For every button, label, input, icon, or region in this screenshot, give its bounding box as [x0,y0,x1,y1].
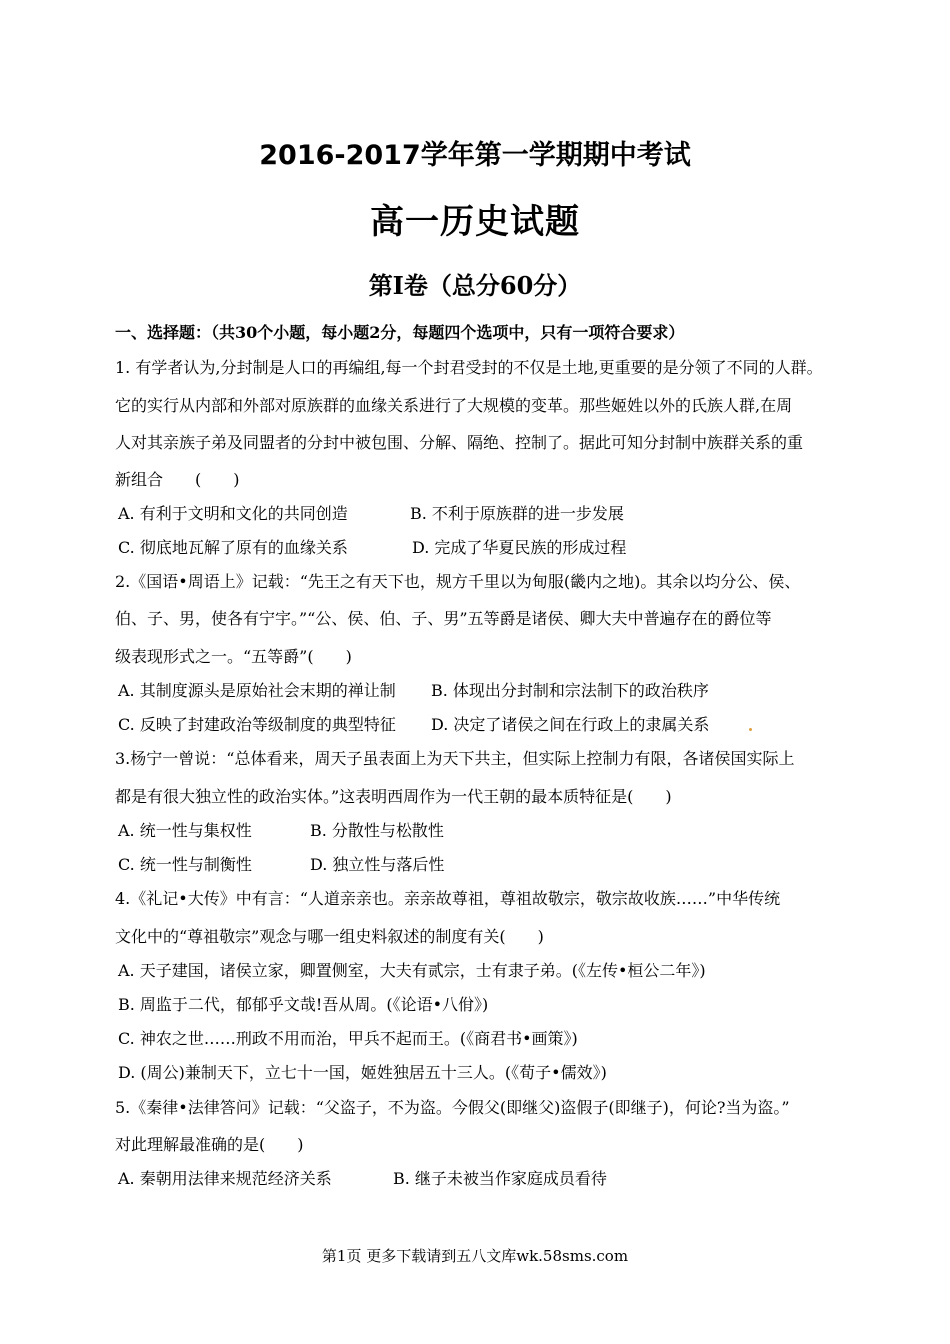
question-5-option-a: A. 秦朝用法律来规范经济关系 [118,1169,332,1188]
question-1-option-a: A. 有利于文明和文化的共同创造 [118,504,348,523]
question-1-line-1: 1. 有学者认为,分封制是人口的再编组,每一个封君受封的不仅是土地,更重要的是分领了不同的人群。 [115,358,823,377]
question-2-line-1: 2.《国语•周语上》记载：“先王之有天下也，规方千里以为甸服(畿内之地)。其余以均分公、侯、 [115,572,801,591]
question-2-option-b: B. 体现出分封制和宗法制下的政治秩序 [431,681,709,700]
question-2-option-d: D. 决定了诸侯之间在行政上的隶属关系 [431,715,710,734]
question-3-line-1: 3.杨宁一曾说：“总体看来，周天子虽表面上为天下共主，但实际上控制力有限，各诸侯国实际上 [115,749,795,768]
subject-title: 高一历史试题 [370,202,580,242]
question-2-option-a: A. 其制度源头是原始社会末期的禅让制 [118,681,396,700]
question-5-line-2: 对此理解最准确的是( ) [115,1135,304,1154]
question-2-option-c: C. 反映了封建政治等级制度的典型特征 [118,715,396,734]
question-3-option-b: B. 分散性与松散性 [310,821,444,840]
question-3-line-2: 都是有很大独立性的政治实体。”这表明西周作为一代王朝的最本质特征是( ) [115,787,672,806]
question-5-line-1: 5.《秦律•法律答问》记载：“父盗子，不为盗。今假父(即继父)盗假子(即继子)，何论?当为盗。” [115,1098,790,1117]
question-4-option-d: D. (周公)兼制天下，立七十一国，姬姓独居五十三人。(《荀子•儒效》) [118,1063,607,1082]
question-4-option-a: A. 天子建国，诸侯立家，卿置侧室，大夫有贰宗，士有隶子弟。(《左传•桓公二年》) [118,961,706,980]
question-3-option-c: C. 统一性与制衡性 [118,855,252,874]
section-instruction: （共30个小题，每小题2分，每题四个选项中，只有一项符合要求） [211,323,685,342]
question-4-line-1: 4.《礼记•大传》中有言：“人道亲亲也。亲亲故尊祖，尊祖故敬宗，敬宗故收族……”中华传统 [115,889,781,908]
question-5-option-b: B. 继子未被当作家庭成员看待 [393,1169,607,1188]
question-4-option-c: C. 神农之世……刑政不用而治，甲兵不起而王。(《商君书•画策》) [118,1029,578,1048]
question-1-line-2: 它的实行从内部和外部对原族群的血缘关系进行了大规模的变革。那些姬姓以外的氏族人群,在周 [115,396,793,415]
question-4-option-b: B. 周监于二代，郁郁乎文哉!吾从周。(《论语•八佾》) [118,995,489,1014]
question-2-line-3: 级表现形式之一。“五等爵”( ) [115,647,352,666]
question-3-option-d: D. 独立性与落后性 [310,855,445,874]
exam-title: 2016-2017学年第一学期期中考试 [259,140,691,171]
stray-dot-mark [749,728,752,731]
question-2-line-2: 伯、子、男，使各有宁宇。”“公、侯、伯、子、男”五等爵是诸侯、卿大夫中普遍存在的爵位等 [115,609,772,628]
question-4-line-2: 文化中的“尊祖敬宗”观念与哪一组史料叙述的制度有关( ) [115,927,544,946]
section-heading: 一、选择题： [115,323,212,342]
question-1-line-3: 人对其亲族子弟及同盟者的分封中被包围、分解、隔绝、控制了。据此可知分封制中族群关系的重 [115,433,804,452]
question-1-line-4: 新组合 ( ) [115,470,240,489]
question-1-option-b: B. 不利于原族群的进一步发展 [410,504,624,523]
question-1-option-d: D. 完成了华夏民族的形成过程 [412,538,627,557]
section-heading-line [115,322,684,344]
page-footer: 第1页 更多下载请到五八文库wk.58sms.com [321,1247,629,1265]
question-3-option-a: A. 统一性与集权性 [118,821,252,840]
volume-title: 第I卷（总分60分） [368,271,582,300]
question-1-option-c: C. 彻底地瓦解了原有的血缘关系 [118,538,348,557]
